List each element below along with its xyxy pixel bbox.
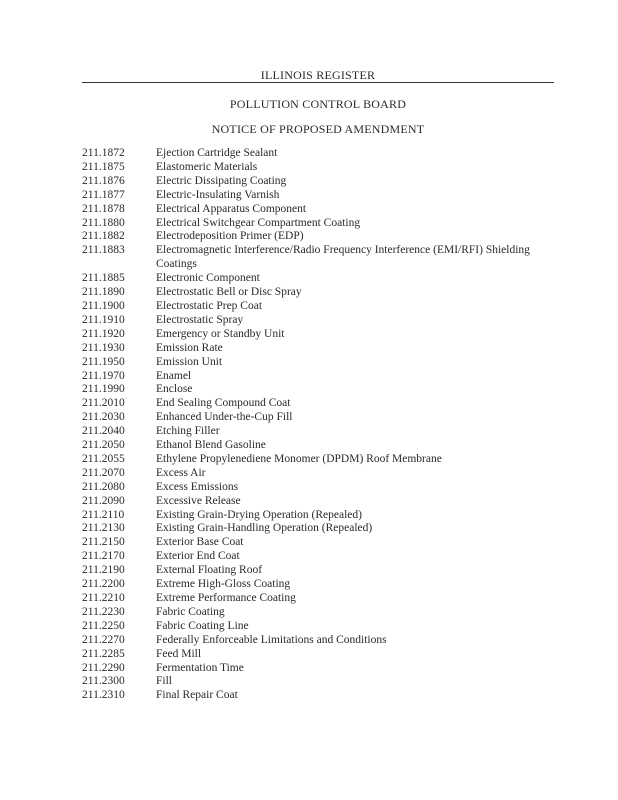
section-row (82, 189, 562, 203)
section-row (82, 272, 562, 286)
section-title: Electric Dissipating Coating (156, 174, 287, 187)
section-title: End Sealing Compound Coat (156, 397, 291, 410)
section-number: 211.1900 (82, 299, 125, 312)
section-row (82, 578, 562, 592)
section-title: Extreme Performance Coating (156, 592, 296, 604)
section-title: Etching Filler (156, 425, 220, 438)
section-title: Final Repair Coat (156, 689, 238, 702)
section-number: 211.2310 (82, 689, 125, 702)
section-row (82, 550, 562, 564)
section-number: 211.2210 (82, 592, 125, 604)
section-row (82, 328, 562, 342)
section-row (82, 300, 562, 314)
section-row (82, 203, 562, 217)
section-number: 211.2200 (82, 578, 125, 591)
section-number: 211.2110 (82, 508, 125, 521)
section-title: Electrostatic Prep Coat (156, 299, 263, 312)
section-number: 211.2010 (82, 397, 125, 410)
section-number: 211.2270 (82, 633, 125, 646)
section-number: 211.1930 (82, 341, 125, 354)
register-title: ILLINOIS REGISTER (260, 68, 376, 82)
section-title: Electrical Apparatus Component (156, 202, 307, 215)
header-rule (82, 82, 554, 83)
section-title: Existing Grain-Handling Operation (Repealed) (156, 522, 373, 535)
section-title: Excess Air (156, 466, 206, 479)
section-row (82, 439, 562, 453)
section-title: External Floating Roof (156, 564, 263, 577)
section-row (82, 453, 562, 467)
section-number: 211.2170 (82, 550, 125, 563)
section-row (82, 370, 562, 384)
section-title: Emission Rate (156, 341, 223, 354)
section-row (82, 411, 562, 425)
section-title: Elastomeric Materials (156, 160, 258, 173)
section-number: 211.1950 (82, 355, 125, 368)
section-number: 211.1872 (82, 147, 125, 159)
notice-title: NOTICE OF PROPOSED AMENDMENT (211, 122, 425, 136)
section-title: Exterior End Coat (156, 550, 240, 563)
section-title: Electrical Switchgear Compartment Coating (156, 216, 361, 229)
section-row (82, 175, 562, 189)
section-row (82, 564, 562, 578)
section-title: Emergency or Standby Unit (156, 327, 285, 340)
section-title: Excess Emissions (156, 480, 239, 493)
section-title: Ejection Cartridge Sealant (156, 147, 278, 159)
section-row (82, 161, 562, 175)
section-list (82, 147, 562, 703)
section-title: Electronic Component (156, 272, 260, 285)
section-number: 211.1990 (82, 383, 125, 396)
section-title: Electrostatic Bell or Disc Spray (156, 286, 302, 299)
section-row (82, 620, 562, 634)
section-number: 211.2250 (82, 619, 125, 632)
section-title: Fermentation Time (156, 661, 244, 674)
section-row (82, 495, 562, 509)
section-number: 211.2230 (82, 605, 125, 618)
section-title: Ethanol Blend Gasoline (156, 439, 266, 452)
section-title: Existing Grain-Drying Operation (Repealed) (156, 508, 362, 521)
section-row (82, 634, 562, 648)
section-row (82, 592, 562, 606)
section-title: Enclose (156, 383, 193, 396)
section-title: Electrostatic Spray (156, 313, 244, 326)
section-number: 211.2080 (82, 480, 125, 493)
section-number: 211.1878 (82, 202, 125, 215)
section-number: 211.2190 (82, 564, 125, 577)
section-title: Federally Enforceable Limitations and Conditions (156, 633, 387, 646)
section-row (82, 662, 562, 676)
section-row (82, 286, 562, 300)
agency-name: POLLUTION CONTROL BOARD (229, 97, 407, 111)
section-number: 211.2040 (82, 425, 125, 438)
section-row (82, 536, 562, 550)
section-number: 211.1880 (82, 216, 125, 229)
section-row (82, 509, 562, 523)
section-title: Feed Mill (156, 647, 202, 660)
section-title: Electrodeposition Primer (EDP) (156, 230, 304, 243)
section-row (82, 230, 562, 244)
section-row (82, 217, 562, 231)
section-number: 211.1970 (82, 369, 125, 382)
section-number: 211.2290 (82, 661, 125, 674)
section-row (82, 522, 562, 536)
section-number: 211.2030 (82, 411, 125, 424)
section-title: Emission Unit (156, 355, 223, 368)
section-title: Exterior Base Coat (156, 536, 244, 549)
section-number: 211.2070 (82, 466, 125, 479)
section-number: 211.1875 (82, 160, 125, 173)
section-title: Fabric Coating (156, 605, 225, 618)
section-row (82, 397, 562, 411)
section-title: Electric-Insulating Varnish (156, 188, 280, 201)
section-number: 211.2150 (82, 536, 125, 549)
section-title: Electromagnetic Interference/Radio Frequency Interference (EMI/RFI) Shielding Coatings (156, 244, 530, 271)
section-row (82, 467, 562, 481)
section-title: Enhanced Under-the-Cup Fill (156, 411, 293, 424)
section-number: 211.1890 (82, 286, 125, 299)
section-title: Enamel (156, 369, 192, 382)
section-title: Fill (156, 675, 172, 688)
section-number: 211.2090 (82, 494, 125, 507)
section-number: 211.1882 (82, 230, 125, 243)
section-number: 211.1885 (82, 272, 125, 285)
section-number: 211.1877 (82, 188, 125, 201)
section-number: 211.1920 (82, 327, 125, 340)
section-number: 211.1876 (82, 174, 125, 187)
section-number: 211.2050 (82, 439, 125, 452)
section-row (82, 147, 562, 161)
section-row (82, 675, 562, 689)
section-title: Fabric Coating Line (156, 619, 249, 632)
section-number: 211.1910 (82, 313, 125, 326)
section-row (82, 689, 562, 703)
section-row (82, 244, 562, 272)
section-number: 211.2130 (82, 522, 125, 535)
section-number: 211.2055 (82, 452, 125, 465)
section-row (82, 648, 562, 662)
section-row (82, 314, 562, 328)
section-number: 211.2300 (82, 675, 125, 688)
section-title: Extreme High-Gloss Coating (156, 578, 291, 591)
section-title: Excessive Release (156, 494, 241, 507)
section-number: 211.2285 (82, 647, 125, 660)
section-row (82, 606, 562, 620)
section-row (82, 383, 562, 397)
section-row (82, 481, 562, 495)
section-title: Ethylene Propylenediene Monomer (DPDM) Roof Membrane (156, 452, 442, 465)
section-row (82, 342, 562, 356)
section-number: 211.1883 (82, 244, 125, 257)
section-row (82, 356, 562, 370)
section-row (82, 425, 562, 439)
